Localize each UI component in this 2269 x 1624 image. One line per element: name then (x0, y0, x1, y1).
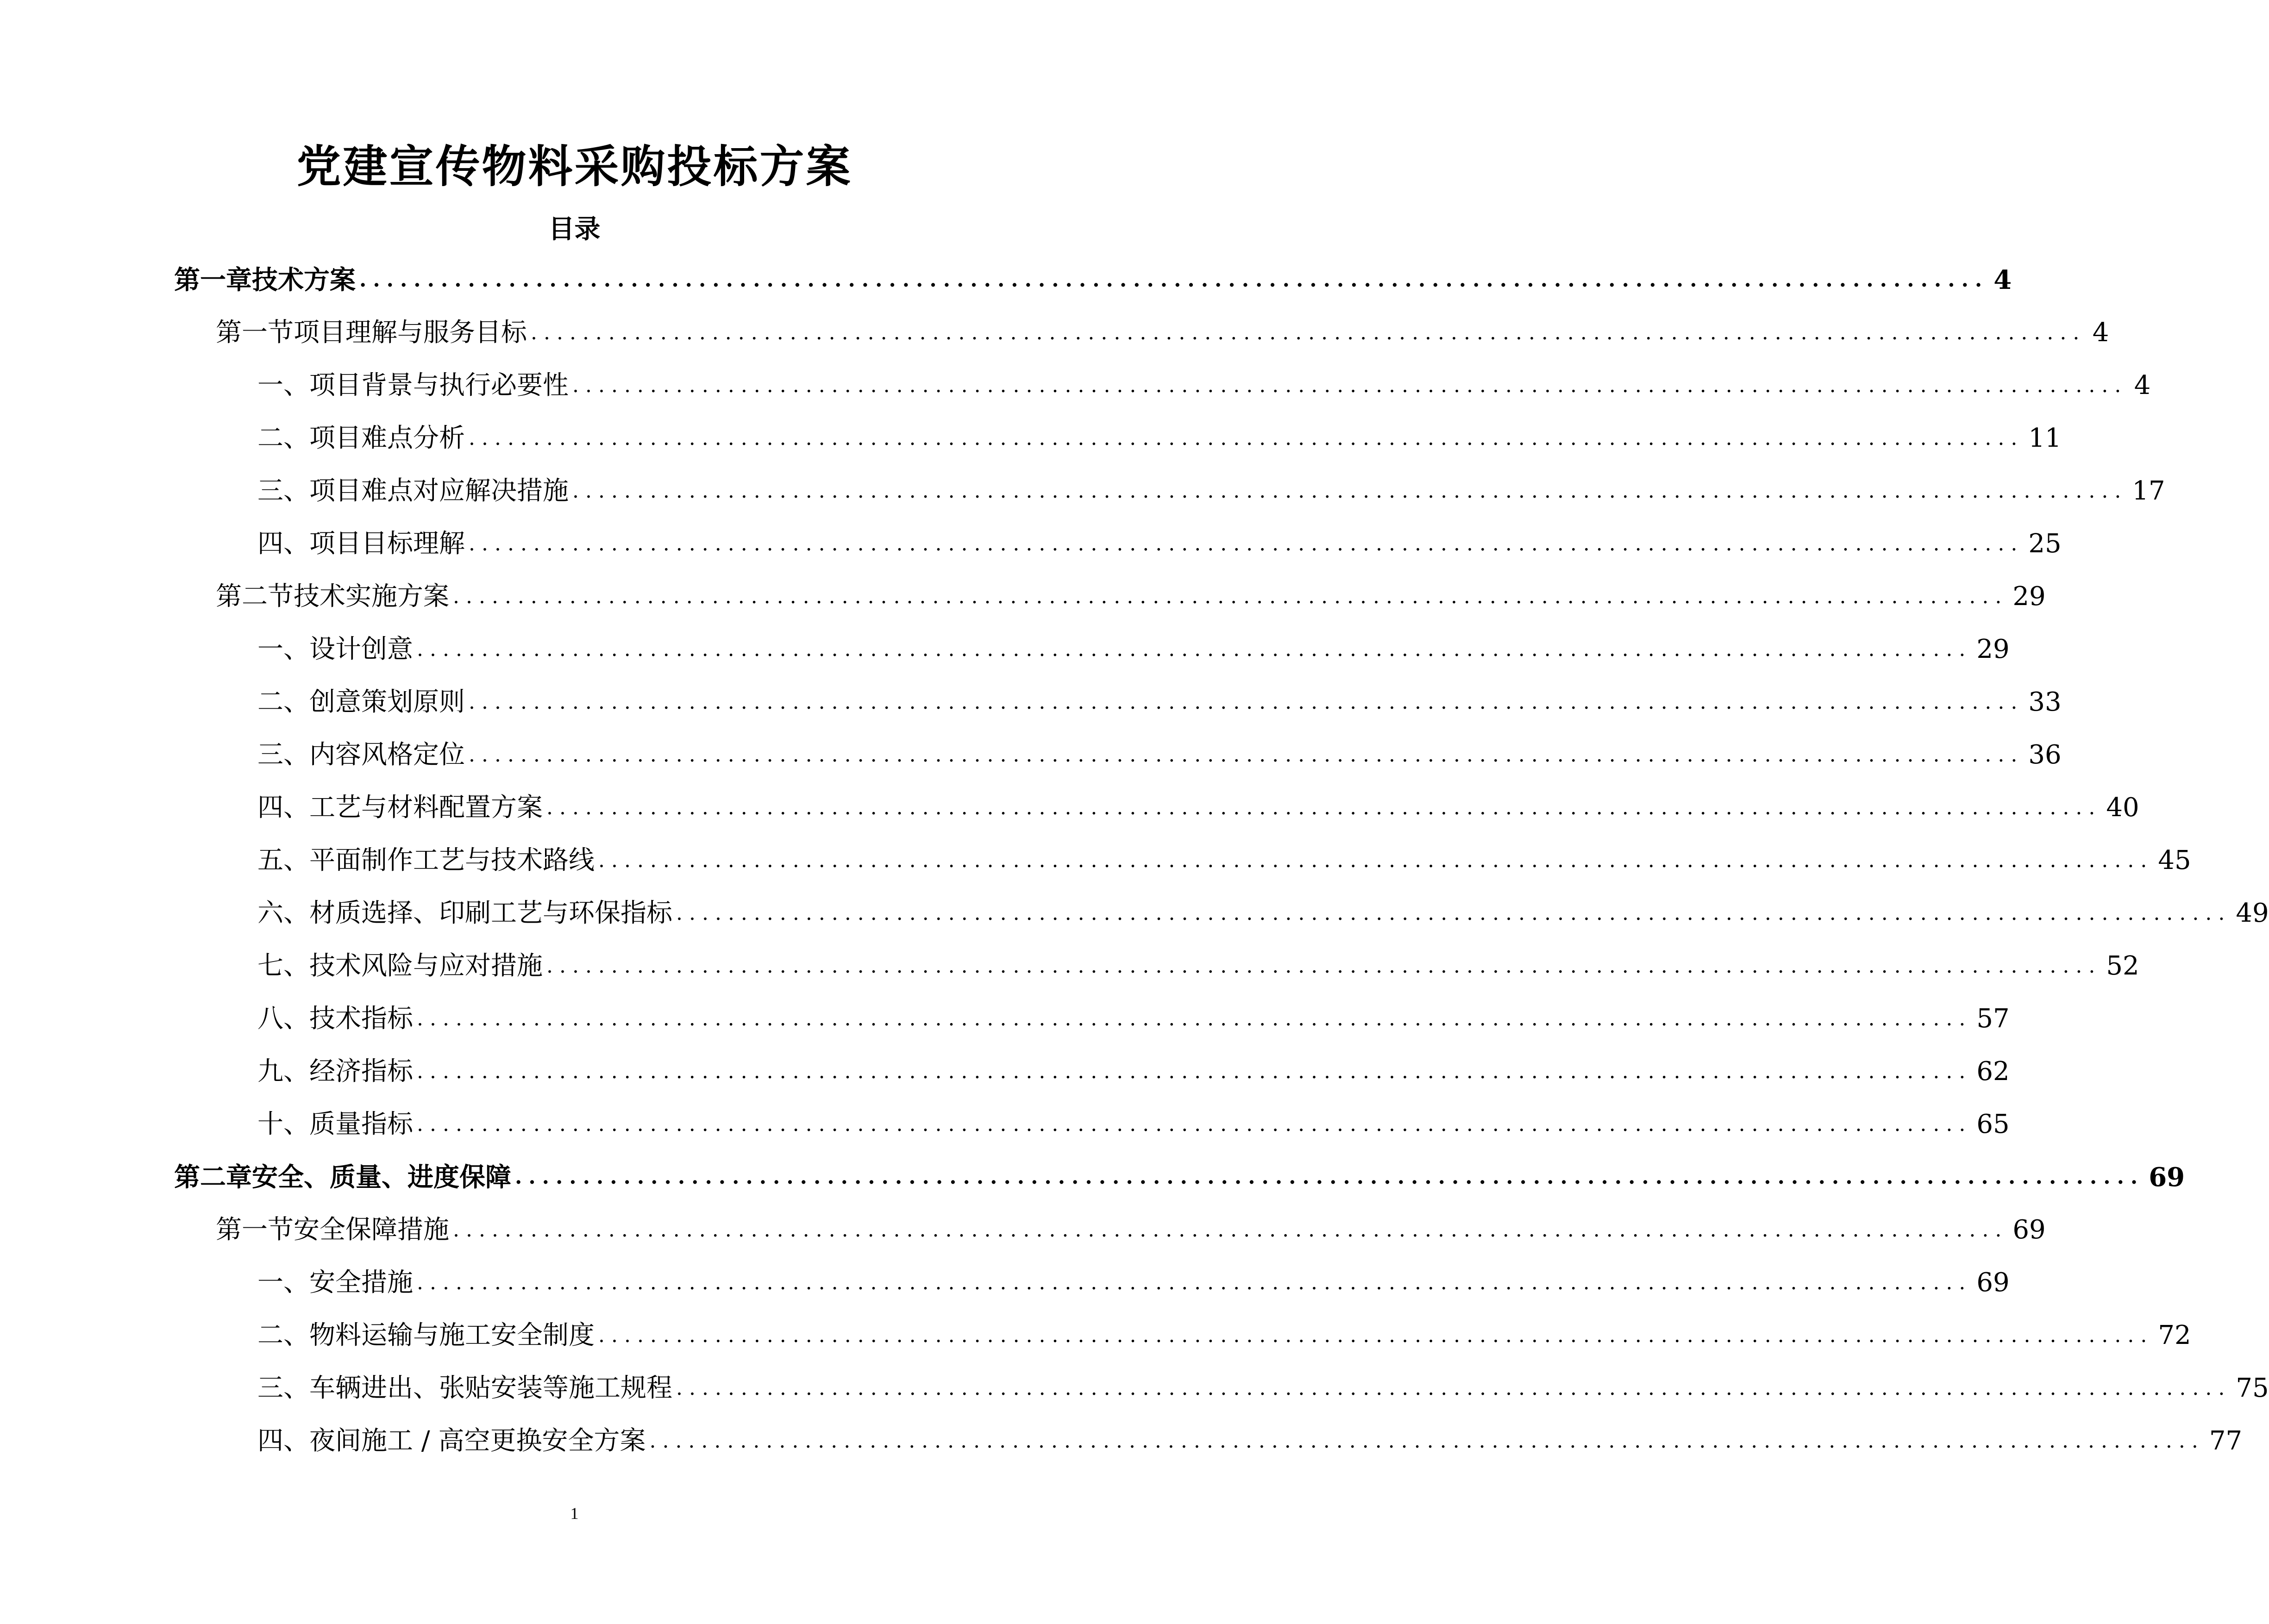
toc-entry-page: 4 (2134, 370, 2151, 400)
toc-entry-number: 一、 (257, 634, 309, 664)
toc-dot-leader: ........................................................................................................................ (453, 1218, 2008, 1242)
toc-entry[interactable] (257, 679, 2062, 725)
toc-entry-page: 29 (2012, 581, 2046, 612)
toc-entry[interactable] (257, 1101, 2010, 1148)
toc-dot-leader: ........................................................................................................................ (676, 901, 2231, 925)
toc-dot-leader: ........................................................................................................................ (572, 479, 2128, 503)
toc-entry-number: 三、 (257, 476, 309, 506)
toc-entry-number: 第二章 (174, 1162, 252, 1193)
toc-entry-page: 36 (2028, 740, 2062, 770)
toc-entry-number: 二、 (257, 687, 309, 717)
toc-entry-page: 40 (2106, 793, 2139, 823)
toc-entry[interactable] (257, 415, 2062, 462)
toc-entry-title: 项目难点对应解决措施 (309, 476, 569, 506)
toc-entry[interactable] (257, 732, 2062, 778)
toc-dot-leader: ........................................................................................................................ (598, 1324, 2154, 1347)
toc-entry[interactable] (216, 1207, 2046, 1253)
toc-entry-page: 25 (2028, 529, 2062, 559)
toc-entry[interactable] (257, 1418, 2243, 1464)
toc-dot-leader: ........................................................................................................................ (469, 426, 2024, 450)
toc-entry-page: 57 (1976, 1004, 2010, 1034)
toc-dot-leader: ........................................................................................................................ (469, 532, 2024, 556)
toc-entry-number: 一、 (257, 370, 309, 400)
toc-dot-leader: ........................................................................................................................ (417, 1271, 1972, 1294)
toc-entry-title: 技术实施方案 (294, 581, 449, 612)
toc-entry-page: 69 (1976, 1268, 2010, 1298)
toc-entry-title: 创意策划原则 (309, 687, 465, 717)
toc-entry-title: 项目背景与执行必要性 (309, 370, 569, 400)
toc-entry-page: 49 (2236, 898, 2269, 928)
toc-dot-leader: ........................................................................................................................ (469, 743, 2024, 767)
toc-entry[interactable] (257, 943, 2139, 989)
toc-entry-title: 技术风险与应对措施 (309, 951, 543, 981)
toc-entry-page: 62 (1976, 1056, 2010, 1087)
toc-entry-title: 技术方案 (252, 265, 356, 295)
toc-dot-leader: ........................................................................................................................ (359, 268, 1989, 292)
toc-entry-title: 经济指标 (309, 1056, 413, 1087)
toc-heading: 目录 (548, 214, 601, 244)
toc-dot-leader: ........................................................................................................................ (469, 690, 2024, 714)
toc-entry-number: 四、 (257, 793, 309, 823)
toc-entry-number: 十、 (257, 1109, 309, 1139)
toc-entry-number: 第一章 (174, 265, 252, 295)
toc-entry-title: 安全保障措施 (294, 1215, 449, 1245)
toc-dot-leader: ........................................................................................................................ (572, 374, 2128, 397)
toc-entry-page: 69 (2149, 1162, 2185, 1193)
toc-entry-page: 52 (2106, 951, 2139, 981)
toc-entry-number: 第一节 (216, 318, 294, 348)
toc-entry-number: 二、 (257, 423, 309, 453)
toc-entry-title: 材质选择、印刷工艺与环保指标 (309, 898, 672, 928)
toc-entry[interactable] (257, 362, 2151, 409)
toc-entry[interactable] (257, 837, 2191, 884)
page-number: 1 (570, 1504, 579, 1523)
toc-entry[interactable] (257, 521, 2062, 567)
toc-dot-leader: ........................................................................................................................ (453, 585, 2008, 608)
toc-dot-leader: ........................................................................................................................ (649, 1429, 2205, 1453)
toc-entry-page: 29 (1976, 634, 2010, 664)
toc-entry-title: 物料运输与施工安全制度 (309, 1320, 595, 1350)
toc-entry-number: 三、 (257, 740, 309, 770)
toc-entry[interactable] (257, 1049, 2010, 1095)
toc-entry-number: 八、 (257, 1004, 309, 1034)
toc-entry-page: 65 (1976, 1109, 2010, 1139)
toc-entry-number: 六、 (257, 898, 309, 928)
toc-entry-page: 17 (2132, 476, 2165, 506)
toc-entry-title: 内容风格定位 (309, 740, 465, 770)
toc-entry-number: 四、 (257, 1426, 309, 1456)
toc-dot-leader: ........................................................................................................................ (417, 1060, 1972, 1083)
toc-entry-title: 项目目标理解 (309, 529, 465, 559)
toc-dot-leader: ........................................................................................................................ (546, 954, 2102, 978)
toc-entry[interactable] (257, 1260, 2010, 1306)
toc-entry-page: 4 (2092, 318, 2109, 348)
toc-entry-title: 工艺与材料配置方案 (309, 793, 543, 823)
toc-entry-page: 33 (2028, 687, 2062, 717)
toc-entry-number: 三、 (257, 1373, 309, 1403)
toc-entry-title: 车辆进出、张贴安装等施工规程 (309, 1373, 672, 1403)
toc-entry-page: 4 (1993, 265, 2012, 295)
document-title: 党建宣传物料采购投标方案 (296, 140, 852, 193)
toc-entry[interactable] (257, 626, 2010, 673)
toc-entry[interactable] (216, 310, 2109, 356)
toc-entry-title: 技术指标 (309, 1004, 413, 1034)
toc-entry-number: 一、 (257, 1268, 309, 1298)
toc-entry[interactable] (216, 574, 2046, 620)
toc-dot-leader: ........................................................................................................................ (546, 796, 2102, 819)
toc-entry-number: 第一节 (216, 1215, 294, 1245)
toc-entry-number: 九、 (257, 1056, 309, 1087)
toc-entry-page: 72 (2158, 1320, 2191, 1350)
toc-entry-number: 二、 (257, 1320, 309, 1350)
toc-entry-number: 第二节 (216, 581, 294, 612)
toc-entry[interactable] (257, 1365, 2269, 1412)
toc-entry[interactable] (174, 1154, 2185, 1200)
toc-dot-leader: ........................................................................................................................ (676, 1376, 2231, 1400)
toc-entry-title: 平面制作工艺与技术路线 (309, 845, 595, 875)
toc-entry-title: 夜间施工 / 高空更换安全方案 (309, 1426, 646, 1456)
toc-entry-title: 安全、质量、进度保障 (252, 1162, 511, 1193)
toc-entry-page: 45 (2158, 845, 2191, 875)
toc-entry-title: 质量指标 (309, 1109, 413, 1139)
toc-entry[interactable] (257, 890, 2269, 937)
toc-dot-leader: ........................................................................................................................ (417, 1112, 1972, 1136)
toc-entry-title: 项目难点分析 (309, 423, 465, 453)
toc-dot-leader: ........................................................................................................................ (598, 849, 2154, 872)
toc-entry-number: 七、 (257, 951, 309, 981)
toc-dot-leader: ........................................................................................................................ (417, 637, 1972, 661)
toc-entry-number: 五、 (257, 845, 309, 875)
toc-entry-page: 11 (2028, 423, 2062, 453)
toc-entry-page: 77 (2209, 1426, 2243, 1456)
toc-entry-page: 69 (2012, 1215, 2046, 1245)
toc-entry[interactable] (257, 996, 2010, 1042)
toc-entry-title: 安全措施 (309, 1268, 413, 1298)
toc-entry-title: 设计创意 (309, 634, 413, 664)
toc-entry-number: 四、 (257, 529, 309, 559)
toc-dot-leader: ........................................................................................................................ (417, 1007, 1972, 1031)
toc-entry[interactable] (174, 257, 2012, 303)
toc-entry[interactable] (257, 785, 2139, 831)
toc-entry-title: 项目理解与服务目标 (294, 318, 527, 348)
toc-dot-leader: ........................................................................................................................ (515, 1165, 2144, 1189)
toc-entry[interactable] (257, 468, 2165, 514)
toc-dot-leader: ........................................................................................................................ (531, 321, 2086, 344)
toc-entry-page: 75 (2236, 1373, 2269, 1403)
toc-entry[interactable] (257, 1312, 2191, 1359)
